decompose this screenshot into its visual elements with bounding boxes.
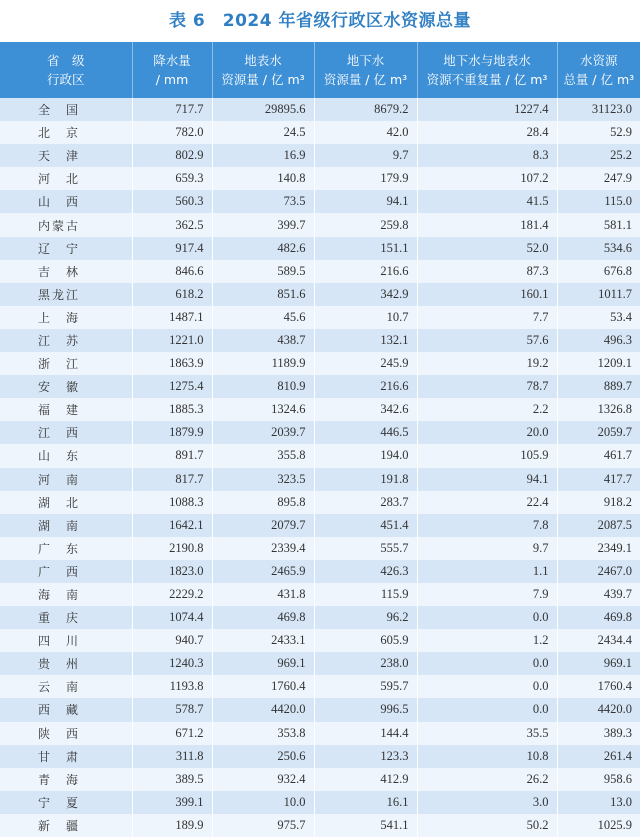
header-province: 省 级 行政区 — [0, 42, 132, 98]
non-overlap-cell: 3.0 — [417, 791, 557, 814]
surface-water-cell: 1760.4 — [212, 675, 314, 698]
non-overlap-cell: 1.1 — [417, 560, 557, 583]
non-overlap-cell: 41.5 — [417, 190, 557, 213]
surface-water-cell: 16.9 — [212, 144, 314, 167]
table-row — [0, 444, 640, 467]
surface-water-cell: 10.0 — [212, 791, 314, 814]
table-row — [0, 98, 640, 121]
table-row — [0, 560, 640, 583]
precipitation-cell: 917.4 — [132, 237, 212, 260]
surface-water-cell: 4420.0 — [212, 698, 314, 721]
groundwater-cell: 555.7 — [314, 537, 417, 560]
precipitation-cell: 362.5 — [132, 213, 212, 236]
surface-water-cell: 45.6 — [212, 306, 314, 329]
precipitation-cell: 1275.4 — [132, 375, 212, 398]
groundwater-cell: 10.7 — [314, 306, 417, 329]
groundwater-cell: 115.9 — [314, 583, 417, 606]
total-cell: 889.7 — [557, 375, 640, 398]
table-row — [0, 722, 640, 745]
non-overlap-cell: 9.7 — [417, 537, 557, 560]
table-row — [0, 167, 640, 190]
province-cell: 广 东 — [0, 537, 132, 560]
table-row — [0, 237, 640, 260]
province-cell: 云 南 — [0, 675, 132, 698]
table-row — [0, 421, 640, 444]
total-cell: 4420.0 — [557, 698, 640, 721]
province-cell: 北 京 — [0, 121, 132, 144]
surface-water-cell: 1324.6 — [212, 398, 314, 421]
surface-water-cell: 2465.9 — [212, 560, 314, 583]
precipitation-cell: 659.3 — [132, 167, 212, 190]
surface-water-cell: 969.1 — [212, 652, 314, 675]
groundwater-cell: 595.7 — [314, 675, 417, 698]
surface-water-cell: 438.7 — [212, 329, 314, 352]
table-row — [0, 583, 640, 606]
non-overlap-cell: 50.2 — [417, 814, 557, 837]
surface-water-cell: 932.4 — [212, 768, 314, 791]
table-row — [0, 352, 640, 375]
province-cell: 河 南 — [0, 468, 132, 491]
precipitation-cell: 846.6 — [132, 260, 212, 283]
groundwater-cell: 283.7 — [314, 491, 417, 514]
province-cell: 吉 林 — [0, 260, 132, 283]
surface-water-cell: 589.5 — [212, 260, 314, 283]
province-cell: 河 北 — [0, 167, 132, 190]
surface-water-cell: 431.8 — [212, 583, 314, 606]
province-cell: 黑龙江 — [0, 283, 132, 306]
surface-water-cell: 482.6 — [212, 237, 314, 260]
surface-water-cell: 895.8 — [212, 491, 314, 514]
total-cell: 439.7 — [557, 583, 640, 606]
non-overlap-cell: 181.4 — [417, 213, 557, 236]
groundwater-cell: 342.6 — [314, 398, 417, 421]
groundwater-cell: 446.5 — [314, 421, 417, 444]
precipitation-cell: 1879.9 — [132, 421, 212, 444]
non-overlap-cell: 52.0 — [417, 237, 557, 260]
groundwater-cell: 216.6 — [314, 260, 417, 283]
total-cell: 581.1 — [557, 213, 640, 236]
groundwater-cell: 451.4 — [314, 514, 417, 537]
surface-water-cell: 2339.4 — [212, 537, 314, 560]
surface-water-cell: 2433.1 — [212, 629, 314, 652]
non-overlap-cell: 28.4 — [417, 121, 557, 144]
province-cell: 辽 宁 — [0, 237, 132, 260]
precipitation-cell: 1221.0 — [132, 329, 212, 352]
non-overlap-cell: 20.0 — [417, 421, 557, 444]
total-cell: 958.6 — [557, 768, 640, 791]
precipitation-cell: 1863.9 — [132, 352, 212, 375]
precipitation-cell: 399.1 — [132, 791, 212, 814]
table-row — [0, 814, 640, 837]
surface-water-cell: 2039.7 — [212, 421, 314, 444]
precipitation-cell: 2229.2 — [132, 583, 212, 606]
total-cell: 1760.4 — [557, 675, 640, 698]
precipitation-cell: 717.7 — [132, 98, 212, 121]
surface-water-cell: 810.9 — [212, 375, 314, 398]
precipitation-cell: 618.2 — [132, 283, 212, 306]
surface-water-cell: 29895.6 — [212, 98, 314, 121]
non-overlap-cell: 7.7 — [417, 306, 557, 329]
total-cell: 31123.0 — [557, 98, 640, 121]
table-row — [0, 213, 640, 236]
groundwater-cell: 9.7 — [314, 144, 417, 167]
groundwater-cell: 605.9 — [314, 629, 417, 652]
header-surface-water: 地表水 资源量 / 亿 m³ — [212, 42, 314, 98]
non-overlap-cell: 35.5 — [417, 722, 557, 745]
non-overlap-cell: 0.0 — [417, 698, 557, 721]
surface-water-cell: 2079.7 — [212, 514, 314, 537]
groundwater-cell: 94.1 — [314, 190, 417, 213]
table-row — [0, 491, 640, 514]
precipitation-cell: 389.5 — [132, 768, 212, 791]
precipitation-cell: 1240.3 — [132, 652, 212, 675]
header-precipitation: 降水量 / mm — [132, 42, 212, 98]
total-cell: 496.3 — [557, 329, 640, 352]
table-row — [0, 329, 640, 352]
total-cell: 1025.9 — [557, 814, 640, 837]
surface-water-cell: 355.8 — [212, 444, 314, 467]
non-overlap-cell: 0.0 — [417, 675, 557, 698]
table-row — [0, 398, 640, 421]
total-cell: 969.1 — [557, 652, 640, 675]
non-overlap-cell: 105.9 — [417, 444, 557, 467]
non-overlap-cell: 57.6 — [417, 329, 557, 352]
groundwater-cell: 216.6 — [314, 375, 417, 398]
table-body — [0, 98, 640, 837]
header-total: 水资源 总量 / 亿 m³ — [557, 42, 640, 98]
header-row — [0, 42, 640, 98]
groundwater-cell: 144.4 — [314, 722, 417, 745]
province-cell: 西 藏 — [0, 698, 132, 721]
non-overlap-cell: 8.3 — [417, 144, 557, 167]
province-cell: 海 南 — [0, 583, 132, 606]
surface-water-cell: 250.6 — [212, 745, 314, 768]
precipitation-cell: 1088.3 — [132, 491, 212, 514]
province-cell: 重 庆 — [0, 606, 132, 629]
groundwater-cell: 8679.2 — [314, 98, 417, 121]
province-cell: 浙 江 — [0, 352, 132, 375]
province-cell: 山 东 — [0, 444, 132, 467]
groundwater-cell: 238.0 — [314, 652, 417, 675]
table-row — [0, 652, 640, 675]
total-cell: 918.2 — [557, 491, 640, 514]
groundwater-cell: 342.9 — [314, 283, 417, 306]
groundwater-cell: 151.1 — [314, 237, 417, 260]
total-cell: 52.9 — [557, 121, 640, 144]
table-row — [0, 190, 640, 213]
precipitation-cell: 189.9 — [132, 814, 212, 837]
surface-water-cell: 353.8 — [212, 722, 314, 745]
province-cell: 江 苏 — [0, 329, 132, 352]
province-cell: 内蒙古 — [0, 213, 132, 236]
surface-water-cell: 73.5 — [212, 190, 314, 213]
table-title: 表 6 2024 年省级行政区水资源总量 — [169, 11, 471, 31]
groundwater-cell: 541.1 — [314, 814, 417, 837]
total-cell: 2467.0 — [557, 560, 640, 583]
table-row — [0, 698, 640, 721]
province-cell: 天 津 — [0, 144, 132, 167]
non-overlap-cell: 26.2 — [417, 768, 557, 791]
precipitation-cell: 891.7 — [132, 444, 212, 467]
table-row — [0, 306, 640, 329]
precipitation-cell: 1074.4 — [132, 606, 212, 629]
precipitation-cell: 817.7 — [132, 468, 212, 491]
province-cell: 青 海 — [0, 768, 132, 791]
total-cell: 2434.4 — [557, 629, 640, 652]
surface-water-cell: 975.7 — [212, 814, 314, 837]
total-cell: 534.6 — [557, 237, 640, 260]
groundwater-cell: 123.3 — [314, 745, 417, 768]
non-overlap-cell: 0.0 — [417, 606, 557, 629]
total-cell: 676.8 — [557, 260, 640, 283]
province-cell: 陕 西 — [0, 722, 132, 745]
header-groundwater: 地下水 资源量 / 亿 m³ — [314, 42, 417, 98]
non-overlap-cell: 87.3 — [417, 260, 557, 283]
province-cell: 广 西 — [0, 560, 132, 583]
table-row — [0, 260, 640, 283]
groundwater-cell: 191.8 — [314, 468, 417, 491]
table-row — [0, 791, 640, 814]
table-row — [0, 514, 640, 537]
province-cell: 全 国 — [0, 98, 132, 121]
precipitation-cell: 802.9 — [132, 144, 212, 167]
non-overlap-cell: 19.2 — [417, 352, 557, 375]
total-cell: 261.4 — [557, 745, 640, 768]
table-row — [0, 745, 640, 768]
non-overlap-cell: 7.8 — [417, 514, 557, 537]
precipitation-cell: 1885.3 — [132, 398, 212, 421]
province-cell: 甘 肃 — [0, 745, 132, 768]
province-cell: 宁 夏 — [0, 791, 132, 814]
province-cell: 江 西 — [0, 421, 132, 444]
table-row — [0, 606, 640, 629]
table-row — [0, 675, 640, 698]
province-cell: 湖 南 — [0, 514, 132, 537]
precipitation-cell: 940.7 — [132, 629, 212, 652]
total-cell: 2059.7 — [557, 421, 640, 444]
groundwater-cell: 259.8 — [314, 213, 417, 236]
total-cell: 469.8 — [557, 606, 640, 629]
groundwater-cell: 426.3 — [314, 560, 417, 583]
precipitation-cell: 311.8 — [132, 745, 212, 768]
province-cell: 安 徽 — [0, 375, 132, 398]
table-row — [0, 629, 640, 652]
non-overlap-cell: 107.2 — [417, 167, 557, 190]
groundwater-cell: 42.0 — [314, 121, 417, 144]
precipitation-cell: 560.3 — [132, 190, 212, 213]
precipitation-cell: 671.2 — [132, 722, 212, 745]
total-cell: 53.4 — [557, 306, 640, 329]
table-row — [0, 468, 640, 491]
header-non-overlap: 地下水与地表水 资源不重复量 / 亿 m³ — [417, 42, 557, 98]
total-cell: 1011.7 — [557, 283, 640, 306]
non-overlap-cell: 160.1 — [417, 283, 557, 306]
non-overlap-cell: 0.0 — [417, 652, 557, 675]
province-cell: 贵 州 — [0, 652, 132, 675]
non-overlap-cell: 7.9 — [417, 583, 557, 606]
surface-water-cell: 24.5 — [212, 121, 314, 144]
total-cell: 2087.5 — [557, 514, 640, 537]
province-cell: 新 疆 — [0, 814, 132, 837]
non-overlap-cell: 78.7 — [417, 375, 557, 398]
total-cell: 25.2 — [557, 144, 640, 167]
table-row — [0, 144, 640, 167]
total-cell: 389.3 — [557, 722, 640, 745]
surface-water-cell: 323.5 — [212, 468, 314, 491]
non-overlap-cell: 1227.4 — [417, 98, 557, 121]
table-row — [0, 768, 640, 791]
surface-water-cell: 399.7 — [212, 213, 314, 236]
groundwater-cell: 194.0 — [314, 444, 417, 467]
groundwater-cell: 996.5 — [314, 698, 417, 721]
total-cell: 1326.8 — [557, 398, 640, 421]
table-row — [0, 375, 640, 398]
non-overlap-cell: 1.2 — [417, 629, 557, 652]
non-overlap-cell: 10.8 — [417, 745, 557, 768]
precipitation-cell: 578.7 — [132, 698, 212, 721]
total-cell: 13.0 — [557, 791, 640, 814]
precipitation-cell: 1487.1 — [132, 306, 212, 329]
groundwater-cell: 132.1 — [314, 329, 417, 352]
groundwater-cell: 179.9 — [314, 167, 417, 190]
surface-water-cell: 851.6 — [212, 283, 314, 306]
precipitation-cell: 2190.8 — [132, 537, 212, 560]
precipitation-cell: 1193.8 — [132, 675, 212, 698]
total-cell: 115.0 — [557, 190, 640, 213]
precipitation-cell: 1823.0 — [132, 560, 212, 583]
non-overlap-cell: 94.1 — [417, 468, 557, 491]
table-row — [0, 121, 640, 144]
surface-water-cell: 469.8 — [212, 606, 314, 629]
table-row — [0, 537, 640, 560]
province-cell: 四 川 — [0, 629, 132, 652]
total-cell: 461.7 — [557, 444, 640, 467]
non-overlap-cell: 2.2 — [417, 398, 557, 421]
province-cell: 山 西 — [0, 190, 132, 213]
groundwater-cell: 245.9 — [314, 352, 417, 375]
water-resources-table — [0, 42, 640, 837]
non-overlap-cell: 22.4 — [417, 491, 557, 514]
groundwater-cell: 16.1 — [314, 791, 417, 814]
total-cell: 2349.1 — [557, 537, 640, 560]
total-cell: 417.7 — [557, 468, 640, 491]
precipitation-cell: 1642.1 — [132, 514, 212, 537]
province-cell: 福 建 — [0, 398, 132, 421]
precipitation-cell: 782.0 — [132, 121, 212, 144]
surface-water-cell: 140.8 — [212, 167, 314, 190]
groundwater-cell: 412.9 — [314, 768, 417, 791]
province-cell: 湖 北 — [0, 491, 132, 514]
table-row — [0, 283, 640, 306]
groundwater-cell: 96.2 — [314, 606, 417, 629]
province-cell: 上 海 — [0, 306, 132, 329]
total-cell: 247.9 — [557, 167, 640, 190]
surface-water-cell: 1189.9 — [212, 352, 314, 375]
total-cell: 1209.1 — [557, 352, 640, 375]
